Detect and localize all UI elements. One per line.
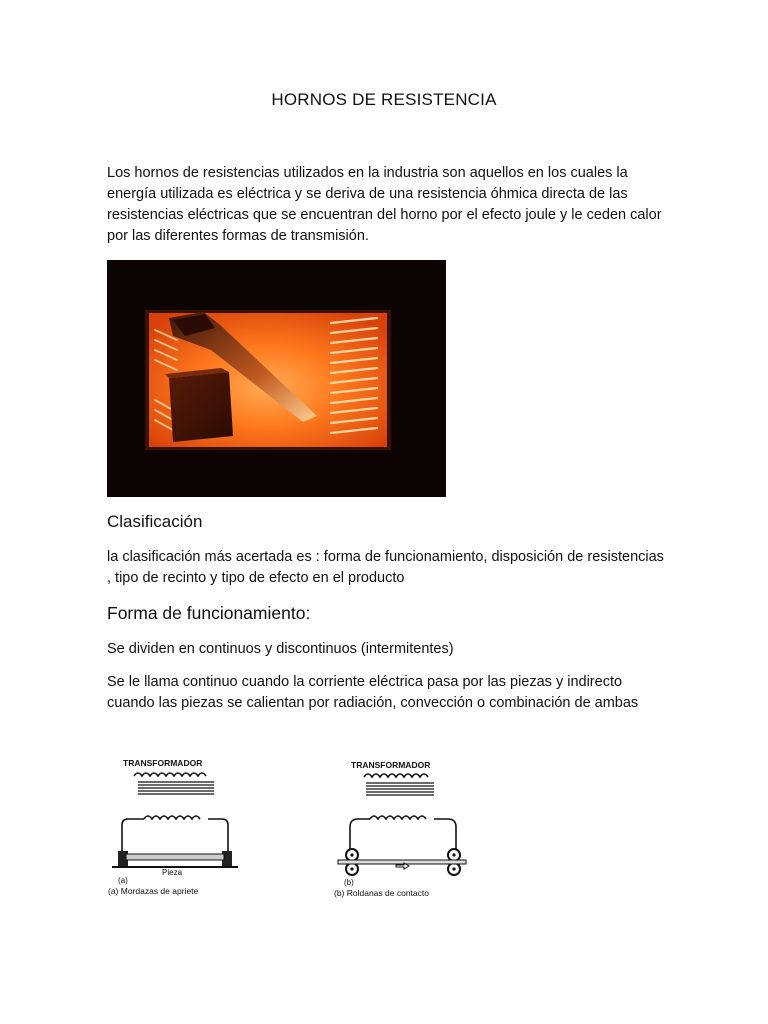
section-heading-clasificacion: Clasificación bbox=[107, 512, 203, 531]
diagram-a-tag: (a) bbox=[118, 876, 128, 885]
diagram-a-piece-label: Pieza bbox=[162, 868, 183, 877]
diagram-b-tag: (b) bbox=[344, 878, 354, 887]
section-heading-funcionamiento: Forma de funcionamiento: bbox=[107, 603, 311, 623]
intro-paragraph: Los hornos de resistencias utilizados en la industria son aquellos en los cuales la energía utilizada es eléctrica y se deriva de una resistencia óhmica directa de las resistencias eléctricas que se encuentran del horno por el efecto joule y le ceden calor por las diferentes formas de transmisión. bbox=[107, 165, 662, 244]
diagram-a-transformer-label: TRANSFORMADOR bbox=[123, 758, 203, 768]
diagram-b-transformer-label: TRANSFORMADOR bbox=[351, 760, 431, 770]
funcionamiento-paragraph-1: Se dividen en continuos y discontinuos (intermitentes) bbox=[107, 641, 454, 657]
clasificacion-paragraph: la clasificación más acertada es : forma de funcionamiento, disposición de resistencias , tipo de recinto y tipo de efecto en el producto bbox=[107, 549, 664, 586]
diagram-rollers bbox=[330, 755, 470, 900]
diagram-a-caption: (a) Mordazas de apriete bbox=[108, 886, 199, 896]
furnace-photo bbox=[107, 260, 446, 497]
funcionamiento-paragraph-2: Se le llama continuo cuando la corriente eléctrica pasa por las piezas y indirecto cuando las piezas se calientan por radiación, convección o combinación de ambas bbox=[107, 674, 639, 711]
diagram-clamps bbox=[106, 755, 246, 900]
diagram-b-caption: (b) Roldanas de contacto bbox=[334, 888, 429, 898]
page-title: HORNOS DE RESISTENCIA bbox=[271, 90, 497, 109]
